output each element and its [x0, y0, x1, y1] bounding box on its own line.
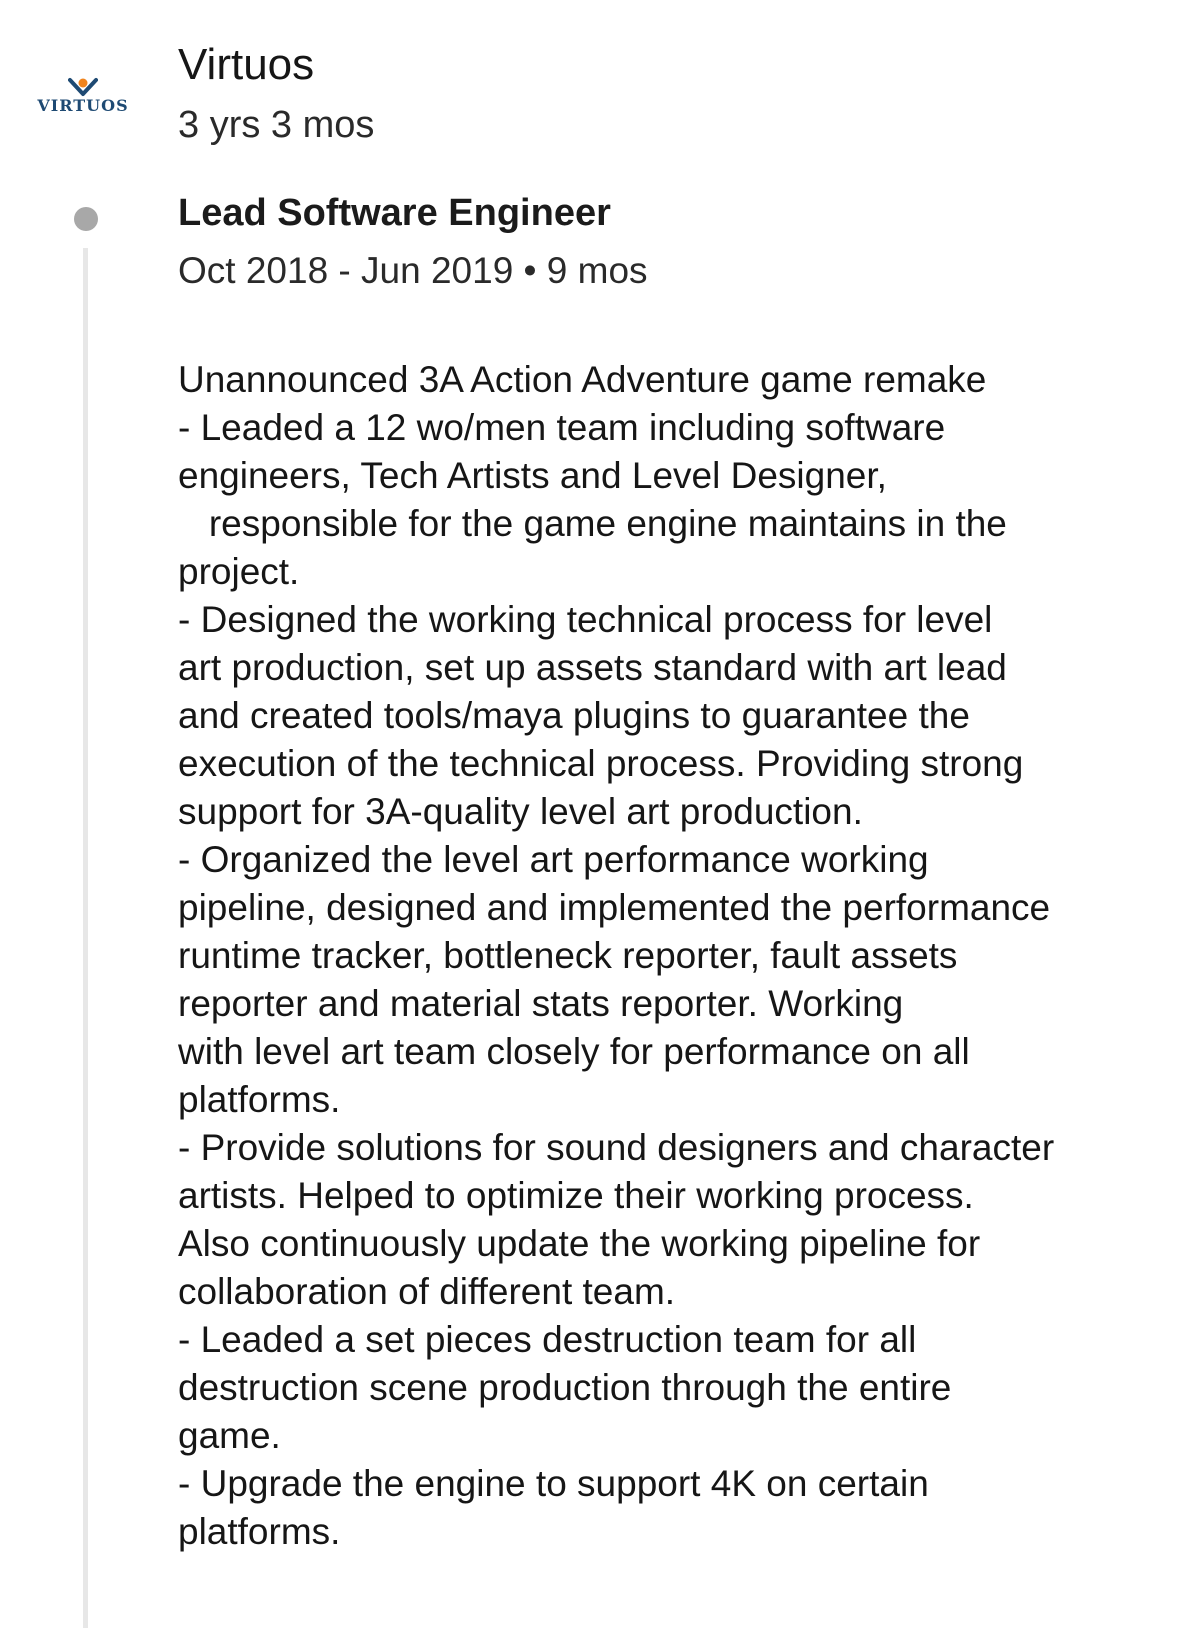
description-line: game.: [178, 1415, 281, 1456]
description-line: artists. Helped to optimize their working process.: [178, 1175, 974, 1216]
position-dates: Oct 2018 - Jun 2019 • 9 mos: [178, 250, 648, 291]
logo-wordmark: VIRTUOS: [37, 96, 129, 115]
description-line: art production, set up assets standard with art lead: [178, 647, 1007, 688]
description-line: Also continuously update the working pipeline for: [178, 1223, 981, 1264]
company-name[interactable]: Virtuos: [178, 40, 315, 89]
description-line: collaboration of different team.: [178, 1271, 676, 1312]
description-line: reporter and material stats reporter. Working: [178, 983, 904, 1024]
description-line: responsible for the game engine maintains in the: [178, 503, 1007, 544]
position-description: [178, 356, 1190, 1556]
description-line: destruction scene production through the entire: [178, 1367, 952, 1408]
description-line: Unannounced 3A Action Adventure game remake: [178, 359, 987, 400]
description-line: platforms.: [178, 1079, 341, 1120]
description-line: with level art team closely for performance on all: [178, 1031, 970, 1072]
description-line: - Leaded a 12 wo/men team including software: [178, 407, 946, 448]
description-line: runtime tracker, bottleneck reporter, fault assets: [178, 935, 958, 976]
timeline-line: [83, 248, 88, 1628]
position-title: Lead Software Engineer: [178, 192, 611, 234]
description-line: execution of the technical process. Providing strong: [178, 743, 1024, 784]
description-line: - Upgrade the engine to support 4K on certain: [178, 1463, 929, 1504]
description-line: engineers, Tech Artists and Level Designer,: [178, 455, 887, 496]
description-line: support for 3A-quality level art production.: [178, 791, 863, 832]
description-line: pipeline, designed and implemented the performance: [178, 887, 1051, 928]
description-line: - Leaded a set pieces destruction team for all: [178, 1319, 917, 1360]
company-duration: 3 yrs 3 mos: [178, 104, 375, 146]
description-line: - Designed the working technical process for level: [178, 599, 993, 640]
description-line: platforms.: [178, 1511, 341, 1552]
timeline-dot-icon: [74, 207, 98, 231]
company-logo[interactable]: [14, 72, 152, 116]
virtuos-logo-mark-icon: [68, 76, 98, 98]
description-line: - Provide solutions for sound designers and character: [178, 1127, 1055, 1168]
description-line: and created tools/maya plugins to guarantee the: [178, 695, 970, 736]
description-line: - Organized the level art performance working: [178, 839, 929, 880]
description-line: project.: [178, 551, 300, 592]
